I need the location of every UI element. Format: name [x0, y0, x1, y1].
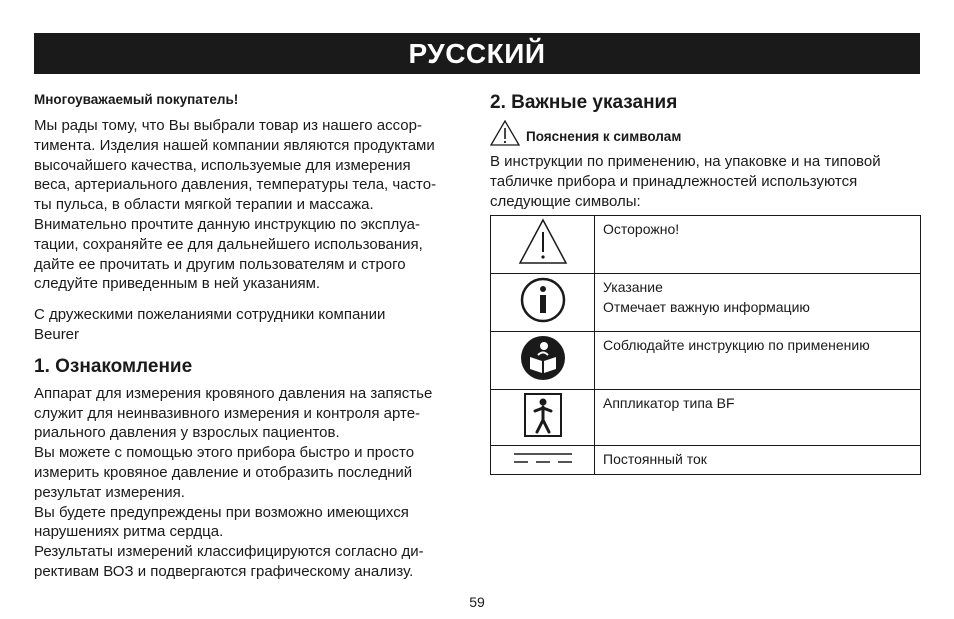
text-line: дайте ее прочитать и другим пользователям и строго	[34, 255, 406, 273]
text-line: Вы будете предупреждены при возможно имеющихся	[34, 503, 409, 521]
page-title: РУССКИЙ	[408, 38, 546, 69]
symbols-heading-label: Пояснения к символам	[526, 129, 682, 144]
text-line: измерить кровяное давление и отобразить последний	[34, 463, 413, 481]
text-line: следующие символы:	[490, 192, 641, 210]
text-line: риального давления у взрослых пациентов.	[34, 424, 340, 442]
table-row	[491, 390, 921, 446]
symbol-description	[595, 332, 921, 390]
regards-paragraph	[34, 305, 466, 345]
text-line: результат измерения.	[34, 483, 185, 501]
intro-paragraph	[34, 116, 466, 294]
text-line: следуйте приведенным в ней указаниям.	[34, 275, 321, 293]
table-row	[491, 274, 921, 332]
warning-triangle-icon	[490, 120, 520, 146]
greeting: Многоуважаемый покупатель!	[34, 92, 239, 107]
table-row	[491, 446, 921, 475]
warning-triangle-icon	[518, 218, 568, 266]
text-line: Аппарат для измерения кровяного давления на запястье	[34, 384, 433, 402]
table-row	[491, 216, 921, 274]
symbol-description	[595, 274, 921, 332]
symbol-description	[595, 390, 921, 446]
bf-applicator-icon	[523, 392, 563, 438]
text-line: тации, сохраняйте ее для дальнейшего использования,	[34, 235, 423, 253]
read-manual-icon	[520, 335, 566, 381]
text-line: высочайшего качества, используемые для измерения	[34, 156, 411, 174]
direct-current-icon	[512, 451, 574, 465]
text-line: Осторожно!	[603, 221, 680, 238]
text-line: нарушениях ритма сердца.	[34, 523, 224, 541]
text-line: Соблюдайте инструкцию по применению	[603, 337, 870, 354]
symbols-heading	[490, 120, 922, 146]
symbol-cell	[491, 446, 595, 475]
text-line: Результаты измерений классифицируются согласно ди-	[34, 543, 424, 561]
text-line: Отмечает важную информацию	[603, 298, 810, 315]
section-2-heading: 2. Важные указания	[490, 92, 678, 113]
text-line: Аппликатор типа BF	[603, 395, 735, 412]
symbol-cell	[491, 332, 595, 390]
text-line: тимента. Изделия нашей компании являются продуктами	[34, 136, 435, 154]
symbol-cell	[491, 390, 595, 446]
text-line: С дружескими пожеланиями сотрудники компании	[34, 306, 386, 324]
text-line: Внимательно прочтите данную инструкцию по эксплуа-	[34, 215, 420, 233]
text-line: Мы рады тому, что Вы выбрали товар из нашего ассор-	[34, 117, 422, 134]
text-line: служит для неинвазивного измерения и контроля арте-	[34, 404, 421, 422]
right-column	[490, 92, 922, 475]
symbol-description	[595, 446, 921, 475]
text-line: Указание	[603, 279, 663, 296]
text-line: В инструкции по применению, на упаковке и на типовой	[490, 153, 881, 170]
text-line: веса, артериального давления, температуры тела, часто-	[34, 176, 437, 194]
text-line: ты пульса, в области мягкой терапии и массажа.	[34, 196, 374, 214]
text-line: табличке прибора и принадлежностей используются	[490, 172, 858, 190]
symbol-cell	[491, 216, 595, 274]
symbols-table	[490, 215, 921, 475]
symbols-intro	[490, 152, 922, 211]
info-icon	[520, 277, 566, 323]
table-row	[491, 332, 921, 390]
symbol-cell	[491, 274, 595, 332]
text-line: Beurer	[34, 325, 80, 343]
page-number: 59	[469, 594, 485, 610]
section-1-heading: 1. Ознакомление	[34, 355, 193, 377]
section-1-text	[34, 384, 466, 582]
language-banner	[34, 33, 920, 74]
symbol-description	[595, 216, 921, 274]
left-column	[34, 92, 466, 593]
text-line: рективам ВОЗ и подвергаются графическому анализу.	[34, 562, 414, 580]
text-line: Постоянный ток	[603, 451, 707, 468]
text-line: Вы можете с помощью этого прибора быстро и просто	[34, 444, 415, 462]
